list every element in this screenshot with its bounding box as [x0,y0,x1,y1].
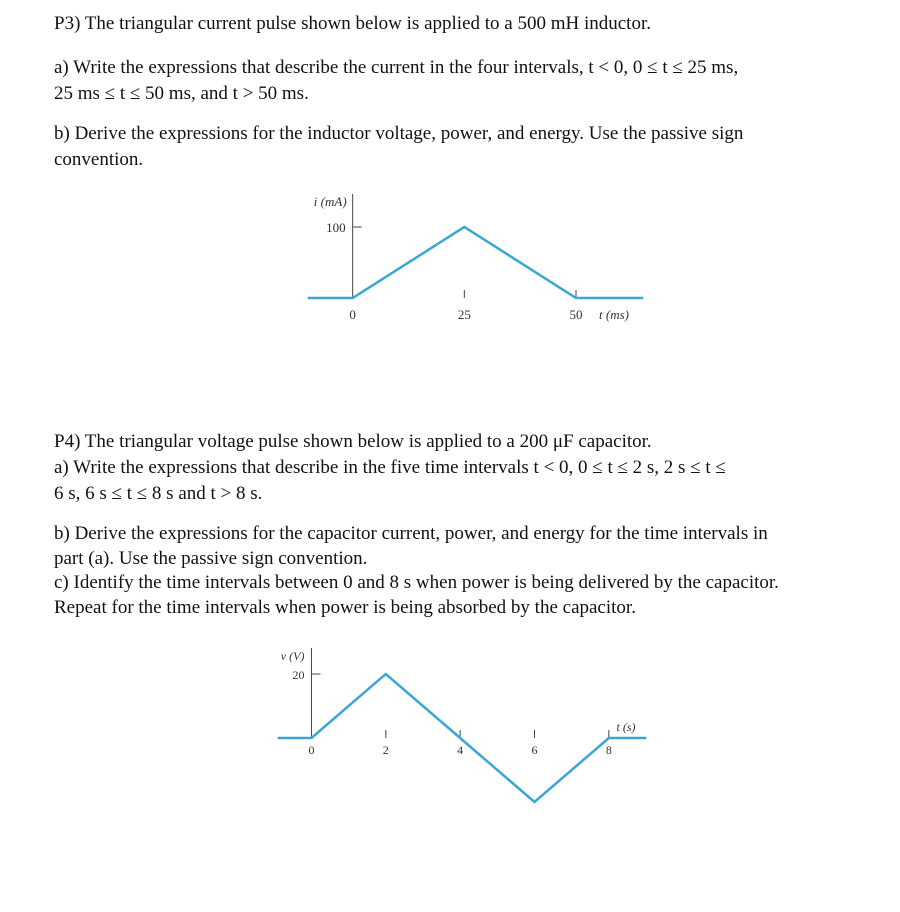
p4-part-b-line1: b) Derive the expressions for the capacitor current, power, and energy for the time intervals in [54,523,768,544]
current-chart-data-point [307,297,308,298]
voltage-chart-x-tick-label: 2 [382,743,389,757]
current-chart-data-point [642,297,643,298]
voltage-chart-x-tick-label: 8 [605,743,612,757]
current-chart-y-axis-label: i (mA) [313,194,347,209]
current-chart-data-point [575,297,576,298]
voltage-chart-x-tick-label: 0 [308,743,315,757]
voltage-chart-x-tick-label: 6 [531,743,538,757]
p4-part-a-line2: 6 s, 6 s ≤ t ≤ 8 s and t > 8 s. [54,483,263,504]
p4-part-c-line1: c) Identify the time intervals between 0 and 8 s when power is being delivered by the capacitor. [54,572,779,593]
p3-title: P3) The triangular current pulse shown below is applied to a 500 mH inductor. [54,13,651,34]
voltage-chart-y-tick-label: 20 [292,668,305,682]
current-chart-data-point [464,226,465,227]
p3-part-a-line2: 25 ms ≤ t ≤ 50 ms, and t > 50 ms. [54,83,309,104]
current-chart-x-tick-label: 0 [349,307,356,322]
voltage-chart-x-tick-label: 4 [457,743,464,757]
p4-part-c-line2: Repeat for the time intervals when power is being absorbed by the capacitor. [54,597,636,618]
p4-part-b-line2: part (a). Use the passive sign convention. [54,548,368,569]
current-chart-x-tick-label: 25 [457,307,471,322]
current-chart-y-tick-label: 100 [326,220,346,235]
current-chart-data-point [352,297,353,298]
p3-part-b-line2: convention. [54,149,144,170]
p4-title: P4) The triangular voltage pulse shown below is applied to a 200 μF capacitor. [54,431,652,452]
voltage-chart-x-axis-label: t (s) [616,720,636,734]
current-chart-x-tick-label: 50 [569,307,583,322]
p3-part-a-line1: a) Write the expressions that describe the current in the four intervals, t < 0, 0 ≤ t ≤ 25 ms, [54,57,739,78]
current-chart-waveform-line [308,227,643,298]
p4-part-a-line1: a) Write the expressions that describe in the five time intervals t < 0, 0 ≤ t ≤ 2 s, 2 s ≤ t ≤ [54,457,726,478]
voltage-chart-y-axis-label: v (V) [280,649,305,663]
current-chart-x-axis-label: t (ms) [599,307,629,322]
p3-part-b-line1: b) Derive the expressions for the inductor voltage, power, and energy. Use the passive sign [54,123,744,144]
